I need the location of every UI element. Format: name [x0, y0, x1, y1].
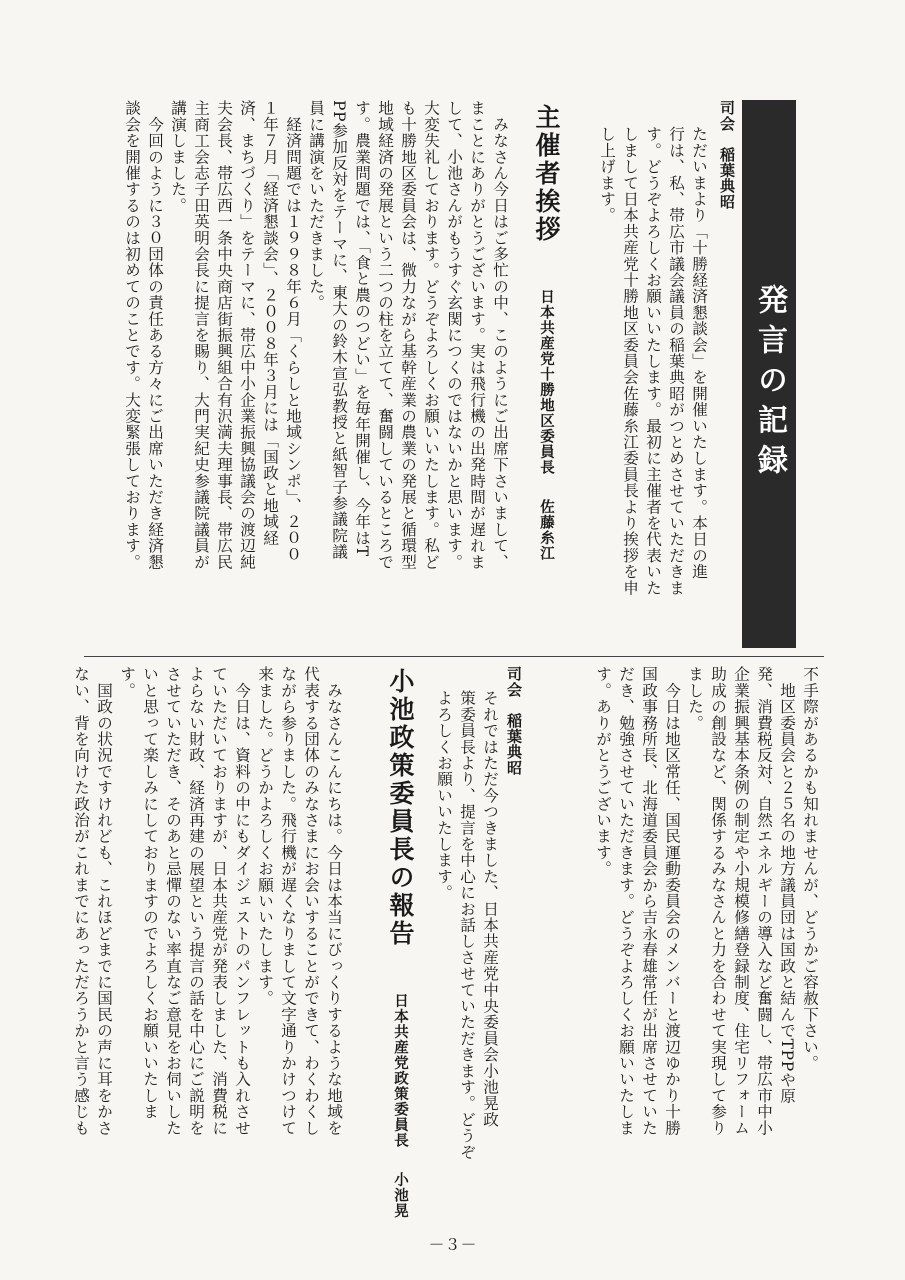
greeting-continued-text: 不手際があるかも知れませんが、どうかご容赦下さい。 地区委員会と２５名の地方議員団は国政と結んでTPPや原 発、消費税反対、自然エネルギーの導入など奮闘し、帯広市中小 企業振興基本条例の制定や小規模修繕登録制度、住宅リフォーム 助成の創設など、関係するみなさんと力を合わせて実現して参り ました。 今日は地区常任、国民運動委員会のメンバーと渡辺ゆかり十勝 国政事務所長、北海道委員会から吉永春雄常任が出席させていた だき、勉強させていただきます。どうぞよろしくお願いいたしま す。ありがとうございます。: [594, 666, 819, 1136]
report-speaker: [390, 993, 411, 1219]
greeting-heading: 主催者挨拶: [532, 104, 561, 244]
page-number: －３－: [428, 1235, 477, 1254]
greeting-body-text: みなさん今日はご多忙の中、このようにご出席下さいまして、 まことにありがとうございます。実は飛行機の出発時間が遅れま して、小池さんがもうすぐ玄関につくのではないかと思います。 大変失礼しております。どうぞよろしくお願いいたします。私ど も十勝地区委員会は、微力ながら基幹産業の農業の発展と循環型 地域経済の発展という二つの柱を立てて、奮闘しているところで す。農業問題では、「食と農のつどい」を毎年開催し、今年はT PP参加反対をテーマに、東大の鈴木宣弘教授と紙智子参議院議 員に講演をいただきました。 経済問題では１９９８年６月「くらしと地域シンポ」、２００ １年７月「経済懇談会」、２００８年３月には「国政と地域経 済、まちづくり」をテーマに、帯広中小企業振興協議会の渡辺純 夫会長、帯広西一条中央商店街振興組合有沢満夫理事長、帯広民 主商工会志子田英明会長に提言を賜り、大門実紀史参議院議員が 講演しました。 今回のように３０団体の責任ある方々にご出席いただき経済懇 談会を開催するのは初めてのことです。大変緊張しております。: [123, 100, 509, 570]
greeting-heading-block: [528, 104, 564, 561]
section-divider: [84, 656, 824, 657]
section-title-box: [742, 100, 796, 648]
report-heading: 小池政策委員長の報告: [386, 668, 415, 948]
mc-opening-text: ただいまより「十勝経済懇談会」を開催いたします。本日の進 行は、私、帯広市議会議員の稲葉典昭がつとめさせていただきま す。どうぞよろしくお願いいたします。最初に主催者を代表いた しまして日本共産党十勝地区委員会佐藤糸江委員長より挨拶を申 し上げます。: [598, 126, 708, 596]
mc-speaker-label: 司会 稲葉典昭: [718, 100, 736, 210]
report-speaker-role: 日本共産党政策委員長: [392, 993, 408, 1149]
section-title: 発言の記録: [752, 284, 787, 484]
report-heading-block: [382, 668, 418, 1219]
mc-intro-text: それではただ今つきました、日本共産党中央委員会小池晃政 策委員長より、提言を中心にお話しさせていただきます。どうぞ よろしくお願いいたします。: [435, 690, 499, 1160]
mc-speaker-label-2: 司会 稲葉典昭: [505, 666, 523, 776]
greeting-speaker: [536, 289, 557, 561]
report-body-text: みなさんこんにちは。今日は本当にびっくりするような地域を 代表する団体のみなさまにお会いすることができて、わくわくし ながら参りました。飛行機が遅くなりまして文字通りかけつけて 来ました。どうかよろしくお願いいたします。 今日は、資料の中にもダイジェストのパンフレットも入れさせ ていただいておりますが、日本共産党が発表しました、消費税に よらない財政、経済再建の展望という提言の話を中心にご説明を させていただき、そのあと忌憚のない率直なご意見をお伺いした いと思って楽しみにしておりますのでよろしくお願いいたしま す。 国政の状況ですけれども、これほどまでに国民の声に耳をかさ ない、背を向けた政治がこれまでにあっただろうかと言う感じも: [72, 666, 343, 1136]
report-speaker-name: 小池晃: [392, 1172, 408, 1219]
greeting-speaker-name: 佐藤糸江: [538, 499, 554, 562]
greeting-speaker-role: 日本共産党十勝地区委員長: [538, 289, 554, 476]
